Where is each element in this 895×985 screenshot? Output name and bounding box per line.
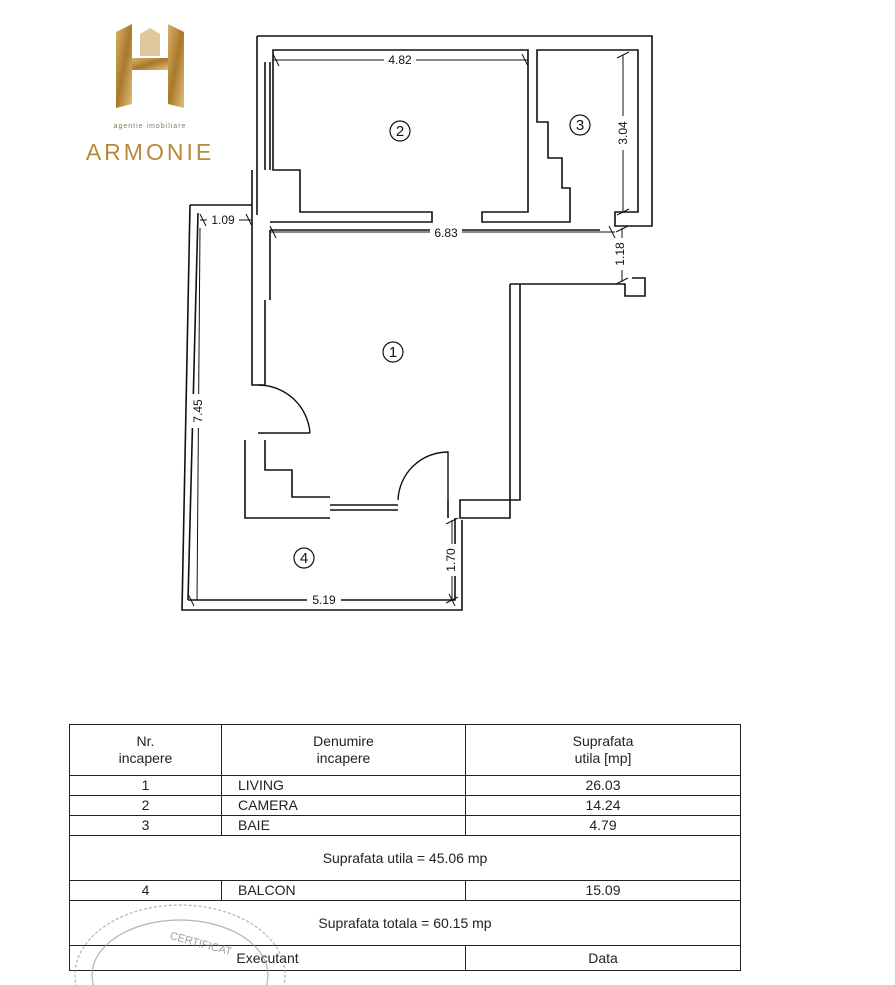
table-header-row: [70, 725, 741, 776]
dimension-label: 4.82: [388, 53, 412, 67]
wall-living-lower: [245, 433, 448, 518]
table-row: [70, 796, 741, 816]
dimension-label: 3.04: [616, 121, 630, 145]
room-number: 3: [575, 117, 585, 134]
dimension-label: 5.19: [312, 593, 336, 607]
wall-living-right: [270, 230, 645, 518]
table-row: [70, 881, 741, 901]
executant-label: Executant: [70, 946, 466, 971]
header-nr: Nr. incapere: [70, 725, 222, 776]
cell-nr: 1: [70, 776, 222, 796]
useful-total: Suprafata utila = 45.06 mp: [70, 836, 741, 881]
cell-area: 4.79: [466, 816, 741, 836]
cell-name: LIVING: [222, 776, 466, 796]
header-area: Suprafata utila [mp]: [466, 725, 741, 776]
brand-tagline: agentie imobiliare: [113, 123, 187, 130]
brand-name: ARMONIE: [85, 139, 215, 165]
door-living-left: [258, 385, 310, 433]
dimension-label: 6.83: [434, 226, 458, 240]
stamp-text: CERTIFICAT: [168, 930, 234, 959]
cell-area: 26.03: [466, 776, 741, 796]
room-number: 2: [395, 123, 405, 140]
header-name: Denumire incapere: [222, 725, 466, 776]
wall-left-inner: [265, 62, 270, 170]
room-number: 1: [388, 344, 398, 361]
cell-nr: 4: [70, 881, 222, 901]
room-table: [69, 724, 741, 971]
cell-area: 15.09: [466, 881, 741, 901]
cell-nr: 2: [70, 796, 222, 816]
dimension-label: 7.45: [191, 399, 205, 423]
grand-total-row: [70, 901, 741, 946]
wall-top-outer: [257, 36, 652, 226]
cell-nr: 3: [70, 816, 222, 836]
wall-corridor: [252, 170, 270, 385]
signature-row: [70, 946, 741, 971]
cell-area: 14.24: [466, 796, 741, 816]
wall-balcony: [182, 205, 462, 610]
door-living-bottom: [398, 452, 448, 500]
cell-name: BAIE: [222, 816, 466, 836]
cell-name: BALCON: [222, 881, 466, 901]
room-number: 4: [299, 550, 309, 567]
dimension-label: 1.18: [613, 242, 627, 266]
date-label: Data: [466, 946, 741, 971]
dimension-label: 1.09: [211, 213, 235, 227]
grand-total: Suprafata totala = 60.15 mp: [70, 901, 741, 946]
useful-total-row: [70, 836, 741, 881]
cell-name: CAMERA: [222, 796, 466, 816]
table-row: [70, 776, 741, 796]
dimension-label: 1.70: [444, 548, 458, 572]
table-row: [70, 816, 741, 836]
